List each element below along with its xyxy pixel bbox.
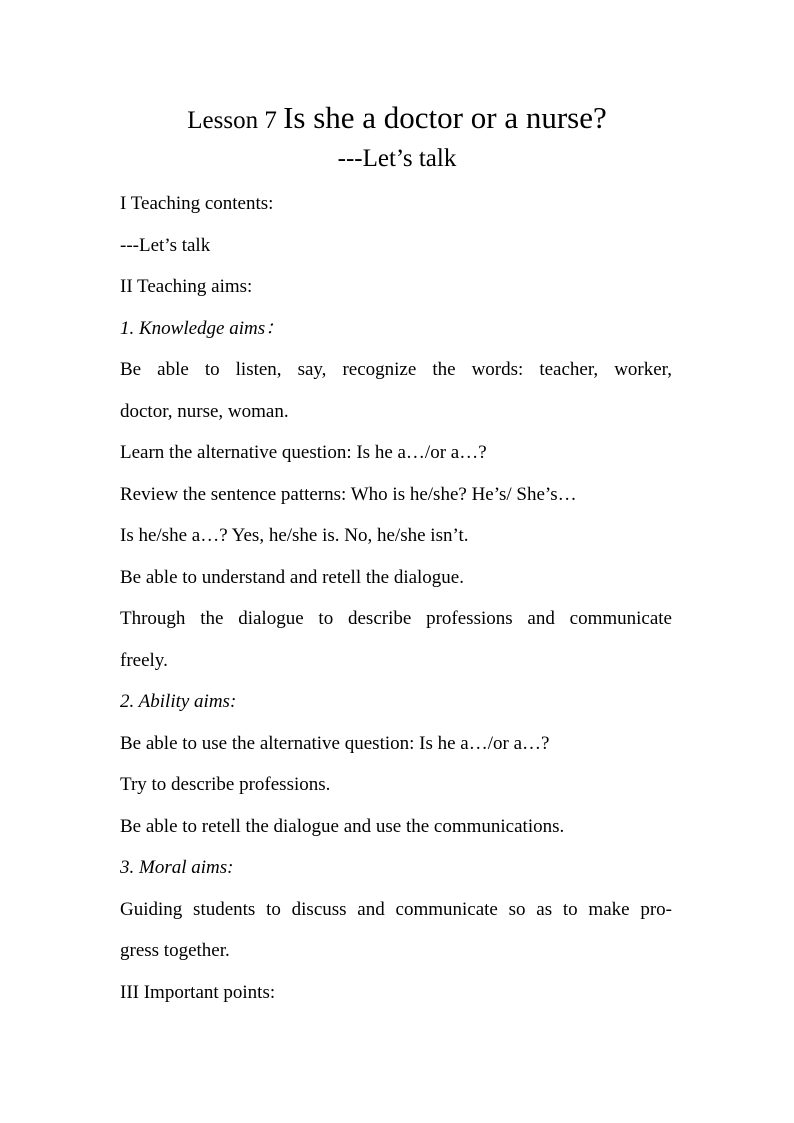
title-question: Is she a doctor or a nurse? bbox=[283, 100, 607, 135]
text-line: Be able to understand and retell the dialogue. bbox=[120, 566, 464, 588]
text-line: I Teaching contents: bbox=[120, 193, 274, 214]
section-heading: III Important points: bbox=[120, 981, 276, 1003]
text-line: Be able to use the alternative question: Is he a…/or a…? bbox=[120, 732, 550, 754]
text-line: Review the sentence patterns: Who is he/she? He’s/ She’s… bbox=[120, 483, 577, 505]
section-heading: II Teaching aims: bbox=[120, 276, 253, 297]
page-title bbox=[0, 98, 794, 144]
text-line: ---Let’s talk bbox=[120, 234, 211, 256]
document-body bbox=[120, 183, 672, 1013]
text-line: Be able to retell the dialogue and use the communications. bbox=[120, 815, 565, 837]
text-line: Be able to listen, say, recognize the words: teacher, worker, bbox=[120, 359, 672, 380]
text-line: Through the dialogue to describe professions and communicate bbox=[120, 608, 672, 629]
text-line: Is he/she a…? Yes, he/she is. No, he/she isn’t. bbox=[120, 525, 469, 546]
subsection-heading: 3. Moral aims: bbox=[120, 857, 234, 878]
text-line: Guiding students to discuss and communicate so as to make pro- bbox=[120, 898, 672, 920]
subsection-heading: 2. Ability aims: bbox=[120, 691, 237, 712]
text-line: freely. bbox=[120, 649, 168, 671]
text-line: Try to describe professions. bbox=[120, 774, 331, 795]
subsection-heading: 1. Knowledge aims： bbox=[120, 317, 285, 339]
page-subtitle: ---Let’s talk bbox=[337, 145, 457, 172]
title-lesson-number: Lesson 7 bbox=[187, 107, 284, 134]
text-line: Learn the alternative question: Is he a…/or a…? bbox=[120, 442, 487, 463]
text-line: doctor, nurse, woman. bbox=[120, 400, 289, 422]
text-line: gress together. bbox=[120, 940, 230, 961]
